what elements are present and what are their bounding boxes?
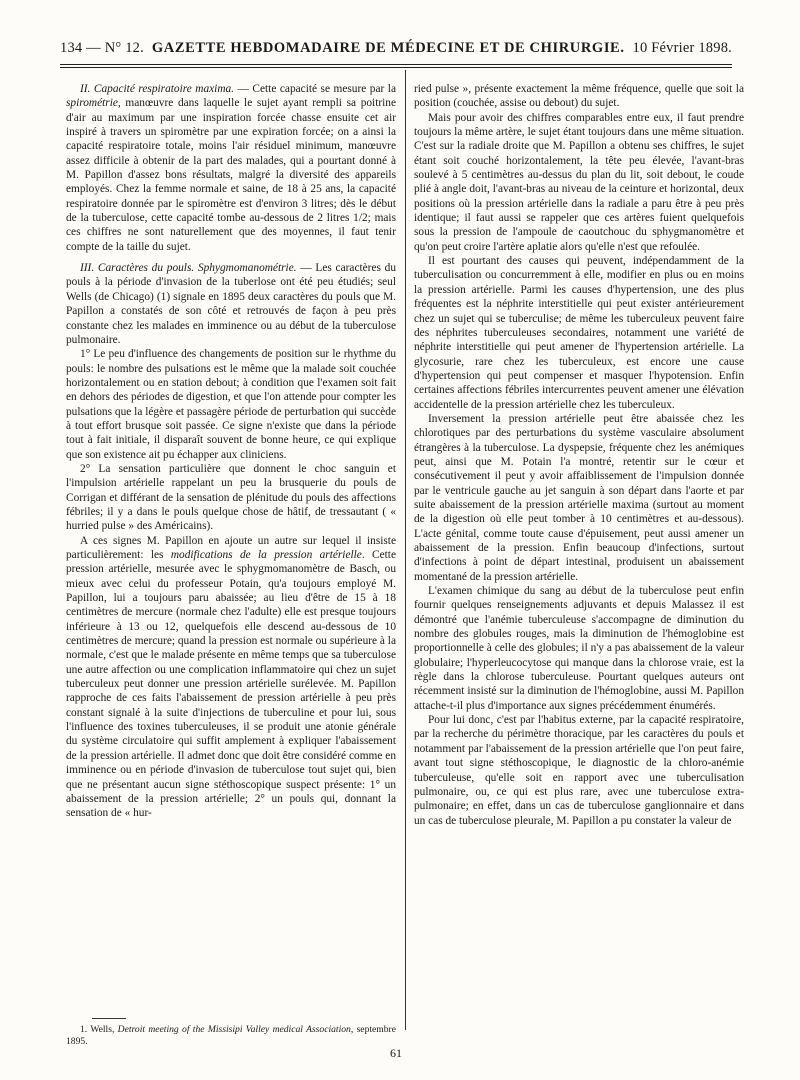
right-column — [414, 82, 744, 828]
paragraph-capacite-respiratoire: II. Capacité respiratoire maxima. — Cette capacité se mesure par la spirométrie, manœuvre dans laquelle le sujet ayant rempli sa poitrine d'air au maximum par une inspiration forcée chasse ensuite cet air inspiré à travers un spiromètre par une expiration forcée; on a ainsi la capacité respiratoire totale, moins l'air résiduel minimum, manœuvre assez difficile à obtenir de la part des malades, qui a pourtant donné à M. Papillon d'assez bons résultats, malgré la diversité des appareils employés. Chez la femme normale et saine, de 18 à 25 ans, la capacité respiratoire donnée par le spiromètre est d'environ 3 litres; dès le début de la tuberculose, cette capacité tombe au-dessous de 2 litres 1/2; mais ces chiffres ne sont naturellement que des moyennes, il faut tenir compte de la taille du sujet. — [66, 83, 396, 253]
issue-date: 10 Février 1898. — [632, 40, 732, 56]
footnote-rule — [92, 1018, 126, 1019]
footnote-title: Detroit meeting of the Missisipi Valley medical Association — [117, 1024, 351, 1035]
paragraph-chiffres-comparables: Mais pour avoir des chiffres comparables entre eux, il faut prendre toujours la même artère, le sujet étant toujours dans une même situation. C'est sur la radiale droite que M. Papillon a obtenu ses chiffres, le sujet étant soit couché horizontalement, la tête peu élevée, l'avant-bras soulevé à 5 centimètres au-dessus du plan du lit, soit debout, le coude plié à angle doit, l'avant-bras au niveau de la ceinture et horizontal, deux positions où la pression artérielle dans la radiale a paru être à peu près identique; il faut aussi se rappeler que ces artères fuient quelquefois sous la pression de l'ampoule de caoutchouc du sphygmanomètre et qu'on peut croire l'artère aplatie alors qu'elle n'est que refoulée. — [414, 111, 744, 253]
running-header — [60, 40, 732, 62]
signature-mark: 61 — [390, 1046, 402, 1060]
section-title-capacite: II. Capacité respiratoire maxima. — [80, 83, 235, 95]
footnote: 1. Wells, Detroit meeting of the Missisipi Valley medical Association, septembre 1895. — [66, 1024, 396, 1047]
paragraph-abaissement: Inversement la pression artérielle peut être abaissée chez les chlorotiques par des perturbations du système vasculaire absolument étrangères à la tuberculose. La dyspepsie, fréquente chez les anémiques peut, ainsi que M. Potain l'a montré, retentir sur le cœur et consécutivement il peut y avoir affaiblissement de l'impulsion donnée par le ventricule gauche au jet sanguin à son départ dans l'aorte et par suite abaissement de la pression artérielle maxima (surtout au moment de la digestion où elle peut tomber à 10 centimètres et au-dessous). L'acte génital, comme toute cause d'épuisement, peut aussi amener un abaissement de la pression. Enfin beaucoup d'infections, surtout d'infections à point de départ intestinal, produisent un abaissement momentané de la pression artérielle. — [414, 412, 744, 583]
term-modifications-pression: modifications de la pression artérielle — [170, 549, 362, 561]
paragraph-continuation: ried pulse », présente exactement la même fréquence, quelle que soit la position (couchée, assise ou debout) du sujet. — [414, 83, 744, 110]
left-column — [66, 82, 396, 821]
paragraph-point-2: 2° La sensation particulière que donnent le choc sanguin et l'impulsion artérielle rappelant un peu la brusquerie du pouls de Corrigan et différant de la sensation de plénitude du pouls des affections fébriles; il y a dans le pouls quelque chose de hâtif, de tressautant ( « hurried pulse » des Américains). — [66, 462, 396, 533]
section-title-pouls: III. Caractères du pouls. Sphygmomanométrie. — [80, 262, 297, 275]
paragraph-conclusion: Pour lui donc, c'est par l'habitus externe, par la capacité respiratoire, par la recherche du périmètre thoracique, par les caractères du pouls et notamment par l'abaissement de la pression artérielle que l'on peut faire, avant tout signe stéthoscopique, le diagnostic de la chloro-anémie tuberculeuse, qu'elle soit en rapport avec une tuberculisation pulmonaire, ou, ce qui est plus rare, avec une tuberculose extra-pulmonaire; en effet, dans un cas de tuberculose ganglionnaire et dans un cas de tuberculose pleurale, M. Papillon a pu constater la valeur de — [414, 714, 744, 827]
paragraph-causes-hypertension: Il est pourtant des causes qui peuvent, indépendamment de la tuberculisation ou concurremment à elle, modifier en plus ou en moins la pression artérielle. Parmi les causes d'hypertension, une des plus fréquentes est la néphrite interstitielle qui peut exister antérieurement chez un sujet qui se tuberculise; de même les tuberculeux peuvent faire des néphrites tuberculeuses secondaires, notamment une variété de néphrite interstitielle qui peut amener de l'hypertension artérielle. La glycosurie, rare chez les tuberculeux, est encore une cause d'hypertension qui peut compenser et masquer l'hypotension. Enfin certaines affections fébriles intercurrentes peuvent amener une élévation accidentelle de la pression artérielle chez les tuberculeux. — [414, 255, 744, 411]
paragraph-point-1: 1° Le peu d'influence des changements de position sur le rhythme du pouls: le nombre des pulsations est le même que la malade soit couchée horizontalement ou en station debout; à condition que l'examen soit fait en dehors des périodes de digestion, et que l'on attende pour compter les pulsations que la légère et passagère période de perturbation qui succède à tout effort brusque soit passée. Ce signe n'existe que dans la période tout à fait initiale, il disparaît souvent de bonne heure, ce qui explique que son existence ait pu échapper aux cliniciens. — [66, 348, 396, 461]
term-spirometrie: spirométrie — [66, 97, 118, 110]
header-rule-bottom — [60, 67, 732, 68]
header-rule-top — [60, 64, 732, 65]
journal-title: GAZETTE HEBDOMADAIRE DE MÉDECINE ET DE CHIRURGIE. — [151, 40, 625, 56]
paragraph-examen-sang: L'examen chimique du sang au début de la tuberculose peut enfin fournir quelques renseignements adjuvants et depuis Malassez il est démontré que l'anémie tuberculeuse s'accompagne de diminution du nombre des globules rouges, mais la diminution de l'hémoglobine est proportionnelle à celle des globules; il n'y a pas abaissement de la valeur globulaire; l'hyperleucocytose qui manque dans la chlorose vraie, est la règle dans la chlorose tuberculeuse. Pourtant quelques auteurs ont récemment insisté sur la diminution de l'hémoglobine, aussi M. Papillon attache-t-il plus d'importance aux signes précédemment énumérés. — [414, 585, 744, 712]
column-divider — [405, 70, 406, 1030]
paragraph-caracteres-pouls: III. Caractères du pouls. Sphygmomanométrie. — Les caractères du pouls à la période d'invasion de la tuberlose ont été peu étudiés; seul Wells (de Chicago) (1) signale en 1895 deux caractères du pouls que M. Papillon a constatés de son côté et retrouvés de façon à peu près constante chez les malades en imminence ou au début de la tuberculose pulmonaire. — [66, 262, 396, 346]
page-number: 134 — N° 12. — [60, 40, 144, 56]
paragraph-pression-arterielle: A ces signes M. Papillon en ajoute un autre sur lequel il insiste particulièrement: les modifications de la pression artérielle. Cette pression artérielle, mesurée avec le sphygmomanomètre de Basch, ou mieux avec celui du professeur Potain, qu'a toujours employé M. Papillon, lui a toujours paru abaissée; au lieu d'être de 15 à 18 centimètres de mercure (normale chez l'adulte) elle est presque toujours inférieure à 13 ou 12, quelquefois elle descend au-dessous de 10 centimètres de mercure; quand la pression est normale ou supérieure à la normale, c'est que le malade présente en même temps que sa tuberculose une autre affection ou une complication inflammatoire qui chez un sujet tuberculeux peut donner une pression artérielle surélevée. M. Papillon rapproche de ces faits l'abaissement de pression artérielle à peu près constant signalé à la suite d'injections de tuberculine et pour lui, sous l'influence des toxines tuberculeuses, il se produit une atonie générale du système circulatoire qui suffit amplement à expliquer l'abaissement de la pression artérielle. Il admet donc que doit être considéré comme en imminence ou en période d'invasion de tuberculose tout sujet qui, bien que ne présentant aucun signe stéthoscopique suspect présente: 1° un abaissement de la pression artérielle; 2° un pouls qui, donnant la sensation de « hur- — [66, 534, 396, 820]
